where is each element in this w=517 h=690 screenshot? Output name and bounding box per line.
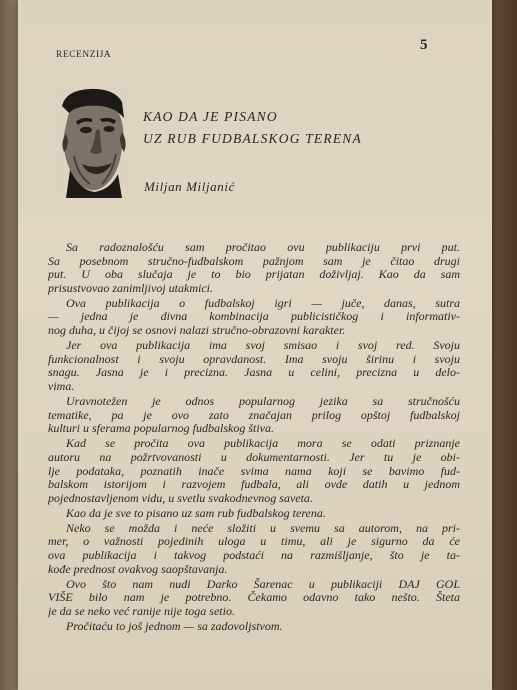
text-line: funkcionalnost i svoju opravdanost. Ima svoju širinu i svoju xyxy=(48,352,460,366)
article-title xyxy=(143,106,463,150)
text-line: kođe prednost ovakvog saopštavanja. xyxy=(48,562,228,576)
text-line: autoru na požrtvovanosti u dokumentarnosti. Jer tu je obi- xyxy=(48,450,460,464)
author-portrait xyxy=(56,86,130,198)
text-line: lje podataka, poznatih inače svima nama koji se bavimo fud- xyxy=(48,464,460,478)
paragraph xyxy=(48,522,460,576)
text-line: Sa radoznalošću sam pročitao ovu publikaciju prvi put. xyxy=(66,241,460,254)
text-line: Neko se možda i neće složiti u svemu sa autorom, na pri- xyxy=(66,521,460,535)
paragraph xyxy=(48,620,460,634)
section-label: RECENZIJA xyxy=(56,50,112,60)
text-line: VIŠE bilo nam je potrebno. Čekamo odavno tako nešto. Šteta xyxy=(48,591,460,605)
text-line: put. U oba slučaja je to bio prijatan doživljaj. Kao da sam xyxy=(48,268,460,282)
text-line: nog duha, u čijoj se osnovi nalazi stručno-obrazovni karakter. xyxy=(48,324,346,338)
text-line: je da se neko već ranije nije toga setio. xyxy=(48,604,235,618)
text-line: Jer ova publikacija ima svoj smisao i svoj red. Svoju xyxy=(66,339,460,353)
text-line: Kad se pročita ova publikacija mora se odati priznanje xyxy=(66,437,460,451)
background-right-edge xyxy=(491,0,517,690)
paragraph xyxy=(48,437,460,505)
text-line: tematike, pa je ovo zato značajan prilog opštoj fudbalskoj xyxy=(48,408,460,422)
text-line: Kao da je sve to pisano uz sam rub fudbalskog terena. xyxy=(66,506,326,520)
text-line: Pročitaću to još jednom — sa zadovoljstvom. xyxy=(66,620,283,634)
text-line: Sa posebnom stručno-fudbalskom pažnjom sam je čitao drugi xyxy=(48,254,460,268)
text-line: ova publikacija i takvog podstaći na razmišljanje, što je ta- xyxy=(48,549,460,563)
book-page xyxy=(18,0,492,690)
text-line: balskom istorijom i razvojem fudbala, ali ovde datih u jednom xyxy=(48,478,460,492)
article-body xyxy=(48,241,460,635)
paragraph xyxy=(48,297,460,338)
paragraph xyxy=(48,578,460,619)
paragraph xyxy=(48,339,460,393)
text-line: prisustvovao zanimljivoj utakmici. xyxy=(48,281,213,295)
text-line: Uravnotežen je odnos popularnog jezika sa stručnošću xyxy=(66,395,460,409)
text-line: — jedna je divna kombinacija publicističkog i informativ- xyxy=(48,310,460,324)
author-name: Miljan Miljanić xyxy=(144,179,235,194)
paragraph xyxy=(48,395,460,436)
text-line: vima. xyxy=(48,379,75,393)
text-line: snagu. Jasna je i precizna. Jasna u celini, precizna u delo- xyxy=(48,366,460,380)
text-line: Ova publikacija o fudbalskoj igri — juče, danas, sutra xyxy=(66,296,460,310)
text-line: pojednostavljenom vidu, u svetlu svakodnevnog saveta. xyxy=(48,491,313,505)
text-line: mer, o važnosti pojedinih uloga u timu, ali je sigurno da će xyxy=(48,535,460,549)
title-line-1: KAO DA JE PISANO xyxy=(143,109,278,124)
title-line-2: UZ RUB FUDBALSKOG TERENA xyxy=(143,131,362,146)
text-line: Ovo što nam nudi Darko Šarenac u publikaciji DAJ GOL xyxy=(66,577,460,591)
paragraph xyxy=(48,241,460,295)
page-number: 5 xyxy=(420,37,428,53)
text-line: kulturi u sferama popularnog fudbalskog štiva. xyxy=(48,422,274,436)
paragraph xyxy=(48,507,460,521)
